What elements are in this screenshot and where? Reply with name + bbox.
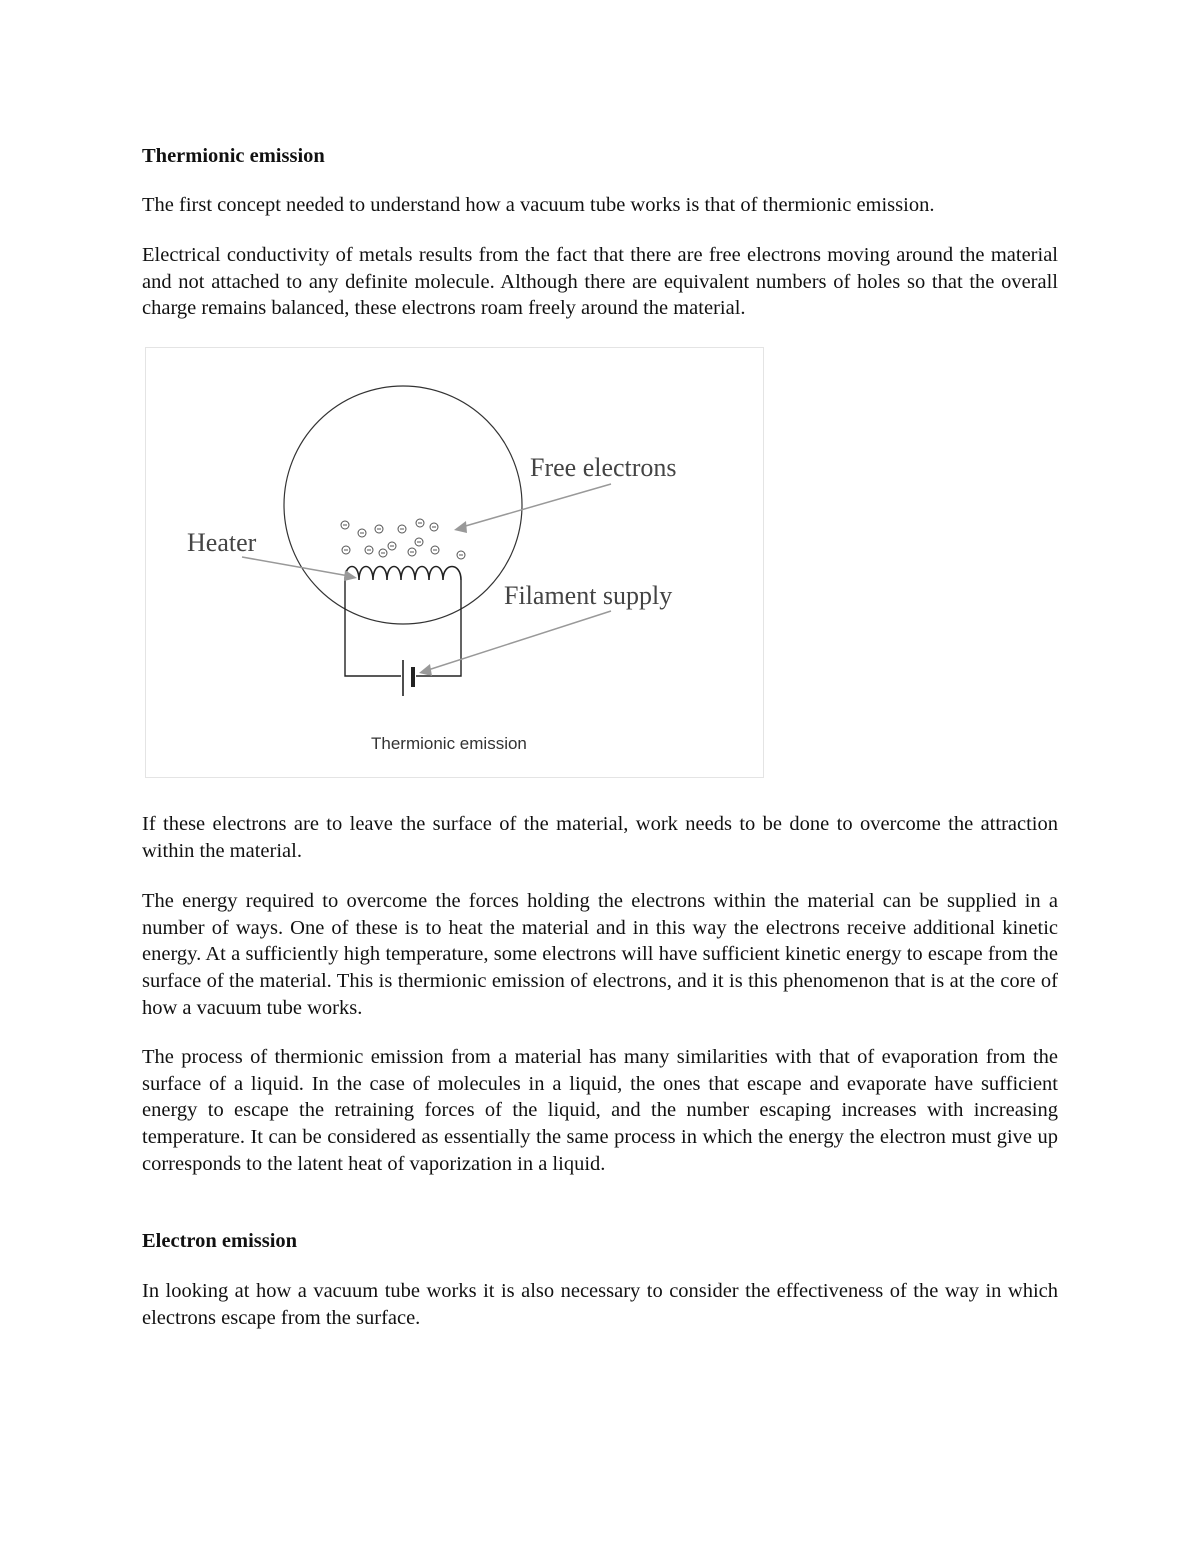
electron	[388, 542, 396, 550]
figure-caption: Thermionic emission	[371, 734, 527, 753]
electron	[379, 549, 387, 557]
electron	[365, 546, 373, 554]
paragraph-energy-required: The energy required to overcome the forces holding the electrons within the material can be supplied in a number of ways. One of these is to heat the material and in this way the electrons receive additional kinetic energy. At a sufficiently high temperature, some electrons will have sufficient kinetic energy to escape from the surface of the material. This is thermionic emission of electrons, and it is this phenomenon that is at the core of how a vacuum tube works.	[142, 890, 1058, 1019]
vacuum-tube-envelope	[284, 386, 522, 624]
electron	[398, 525, 406, 533]
filament-supply-arrow	[419, 611, 611, 676]
label-free-electrons: Free electrons	[530, 453, 677, 482]
label-filament-supply: Filament supply	[504, 581, 673, 610]
section-heading-thermionic-emission: Thermionic emission	[142, 145, 325, 167]
electron	[375, 525, 383, 533]
electron	[431, 546, 439, 554]
heater-arrow	[242, 557, 357, 581]
electron	[408, 548, 416, 556]
electron	[342, 546, 350, 554]
thermionic-emission-figure	[145, 347, 764, 778]
electron	[358, 529, 366, 537]
circuit-wire-left	[345, 580, 401, 676]
section-heading-electron-emission: Electron emission	[142, 1230, 298, 1252]
label-heater: Heater	[187, 528, 257, 557]
electron	[430, 523, 438, 531]
free-electrons-arrow	[454, 484, 611, 533]
paragraph-conductivity: Electrical conductivity of metals results from the fact that there are free electrons moving around the material and not attached to any definite molecule. Although there are equivalent numbers of holes so that the overall charge remains balanced, these electrons roam freely around the material.	[142, 244, 1058, 320]
electron	[457, 551, 465, 559]
electron	[415, 538, 423, 546]
electron-cluster	[341, 519, 465, 559]
electron	[416, 519, 424, 527]
paragraph-evaporation-analogy: The process of thermionic emission from a material has many similarities with that of evaporation from the surface of a liquid. In the case of molecules in a liquid, the ones that escape and evaporate have sufficient energy to escape the retraining forces of the liquid, and the number escaping increases with increasing temperature. It can be considered as essentially the same process in which the energy the electron must give up corresponds to the latent heat of vaporization in a liquid.	[142, 1046, 1058, 1175]
paragraph-work-needed: If these electrons are to leave the surface of the material, work needs to be done to overcome the attraction within the material.	[142, 813, 1058, 862]
paragraph-intro: The first concept needed to understand how a vacuum tube works is that of thermionic emission.	[142, 194, 935, 216]
thermionic-emission-diagram	[146, 348, 763, 777]
heater-coil	[345, 567, 461, 581]
electron	[341, 521, 349, 529]
paragraph-electron-emission: In looking at how a vacuum tube works it is also necessary to consider the effectiveness of the way in which electrons escape from the surface.	[142, 1280, 1058, 1329]
